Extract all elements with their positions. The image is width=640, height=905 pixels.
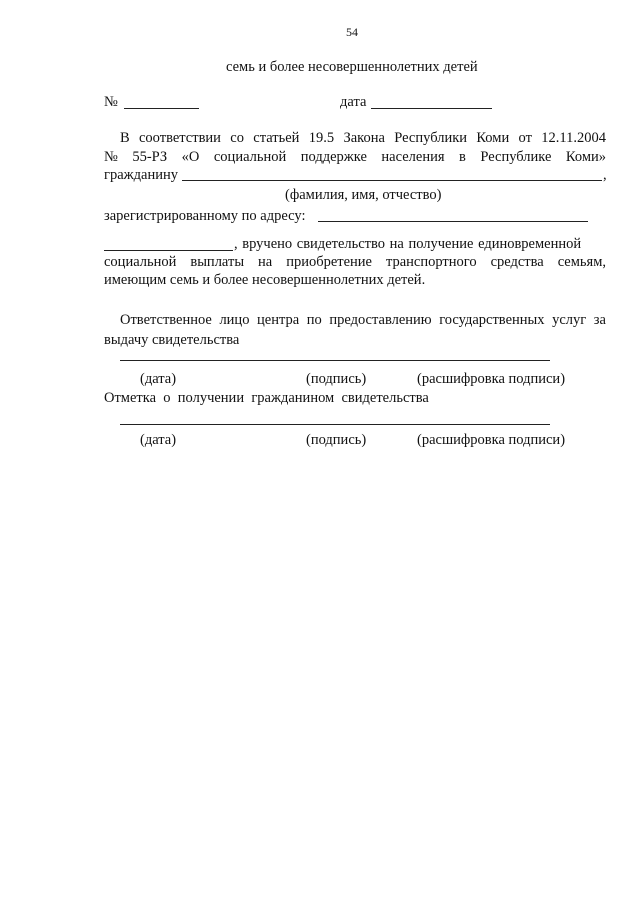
word: статьей <box>253 130 300 146</box>
sign1-transcript-caption: (расшифровка подписи) <box>417 371 566 387</box>
word: предоставлению <box>329 312 432 328</box>
paragraph2-line2 <box>104 255 606 270</box>
word: лицо <box>219 312 250 328</box>
word: средства <box>490 254 544 270</box>
number-label: № <box>104 94 118 110</box>
signature-line-1[interactable] <box>120 360 550 361</box>
sign2-date-caption: (дата) <box>140 432 177 448</box>
paragraph2-line3: имеющим семь и более несовершеннолетних детей. <box>104 272 426 288</box>
word: на <box>258 254 273 270</box>
number-field-line[interactable] <box>124 108 199 109</box>
word: В <box>120 130 130 146</box>
sign2-signature-caption: (подпись) <box>306 432 367 448</box>
word: со <box>230 130 244 146</box>
word: выплаты <box>190 254 245 270</box>
word: приобретение <box>286 254 372 270</box>
word: Республике <box>480 149 552 165</box>
responsible-line1 <box>120 313 606 328</box>
page-number: 54 <box>346 25 358 39</box>
word: № <box>104 149 118 165</box>
paragraph1-line1 <box>120 131 606 146</box>
citizen-name-field-line[interactable] <box>182 180 602 181</box>
address-field-line[interactable] <box>318 221 588 222</box>
word: от <box>518 130 532 146</box>
sign1-date-caption: (дата) <box>140 371 177 387</box>
word: за <box>593 312 606 328</box>
word: 19.5 <box>308 130 335 146</box>
responsible-line2: выдачу свидетельства <box>104 332 240 348</box>
word: 55-РЗ <box>132 149 168 165</box>
paragraph2-line1: , вручено свидетельство на получение единовременной <box>234 236 582 252</box>
address-continuation-line[interactable] <box>104 250 233 251</box>
word: транспортного <box>385 254 477 270</box>
word: социальной <box>104 254 177 270</box>
word: центра <box>257 312 300 328</box>
word: семьям, <box>557 254 606 270</box>
word: Коми» <box>565 149 606 165</box>
word: соответствии <box>139 130 221 146</box>
date-field-line[interactable] <box>371 108 492 109</box>
word: по <box>306 312 322 328</box>
word: Коми <box>476 130 510 146</box>
date-label: дата <box>340 94 367 110</box>
word: поддержке <box>300 149 367 165</box>
paragraph1-line2 <box>104 150 606 165</box>
word: социальной <box>213 149 287 165</box>
word: Закона <box>343 130 385 146</box>
word: в <box>459 149 466 165</box>
word: «О <box>181 149 200 165</box>
address-label: зарегистрированному по адресу: <box>104 208 306 224</box>
citizen-line-comma: , <box>603 167 607 183</box>
sign2-transcript-caption: (расшифровка подписи) <box>417 432 566 448</box>
sign1-signature-caption: (подпись) <box>306 371 367 387</box>
word: услуг <box>552 312 587 328</box>
word: Ответственное <box>120 312 212 328</box>
word: государственных <box>439 312 545 328</box>
signature-line-2[interactable] <box>120 424 550 425</box>
citizen-label: гражданину <box>104 167 178 183</box>
word: населения <box>381 149 445 165</box>
document-heading: семь и более несовершеннолетних детей <box>226 59 478 75</box>
fio-caption: (фамилия, имя, отчество) <box>285 187 442 203</box>
word: Республики <box>394 130 468 146</box>
receipt-label: Отметка о получении гражданином свидетельства <box>104 390 429 406</box>
word: 12.11.2004 <box>541 130 606 146</box>
